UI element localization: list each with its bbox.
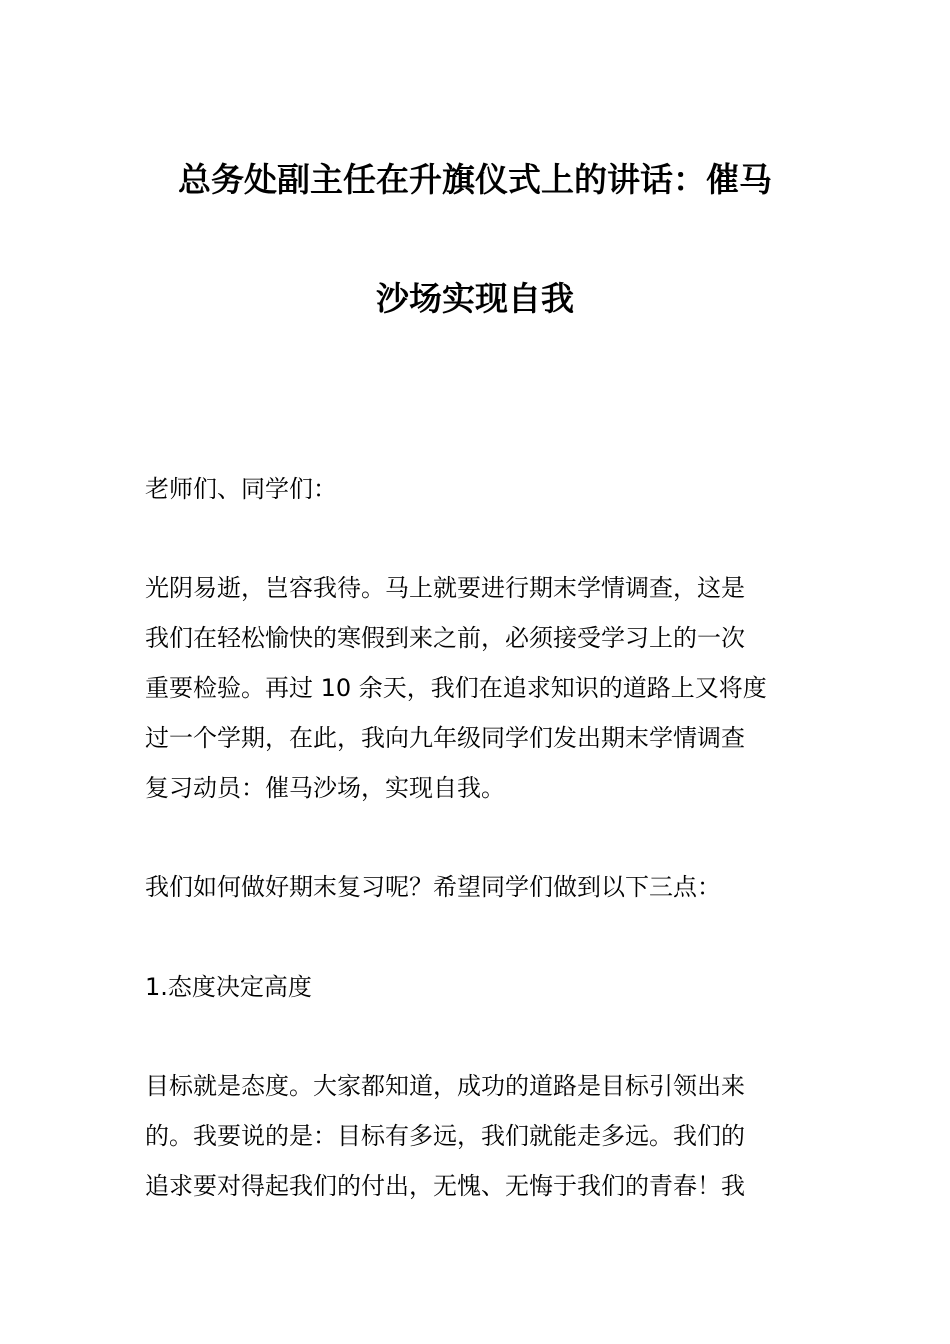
paragraph-3-line: 追求要对得起我们的付出，无愧、无悔于我们的青春！我 [145, 1172, 745, 1200]
paragraph-1 [145, 563, 807, 813]
paragraph-3 [145, 1061, 807, 1211]
paragraph-2 [145, 862, 807, 912]
paragraph-1-line: 重要检验。再过 10 余天，我们在追求知识的道路上又将度 [145, 674, 767, 702]
paragraph-3-line: 的。我要说的是：目标有多远，我们就能走多远。我们的 [145, 1122, 745, 1150]
paragraph-1-line: 我们在轻松愉快的寒假到来之前，必须接受学习上的一次 [145, 624, 745, 652]
paragraph-1-line: 过一个学期，在此，我向九年级同学们发出期末学情调查 [145, 724, 745, 752]
paragraph-1-line: 光阴易逝，岂容我待。马上就要进行期末学情调查，这是 [145, 574, 745, 602]
paragraph-1-line: 复习动员：催马沙场，实现自我。 [145, 774, 505, 802]
paragraph-3-line: 目标就是态度。大家都知道，成功的道路是目标引领出来 [145, 1072, 745, 1100]
section-heading-1 [145, 962, 807, 1012]
greeting-text: 老师们、同学们： [145, 475, 337, 503]
document-title-line-2: 沙场实现自我 [376, 279, 574, 318]
greeting [145, 464, 807, 514]
paragraph-2-text: 我们如何做好期末复习呢？希望同学们做到以下三点： [145, 873, 721, 901]
section-heading-1-text: 1.态度决定高度 [145, 973, 312, 1001]
document-title-line-1: 总务处副主任在升旗仪式上的讲话：催马 [178, 160, 772, 199]
